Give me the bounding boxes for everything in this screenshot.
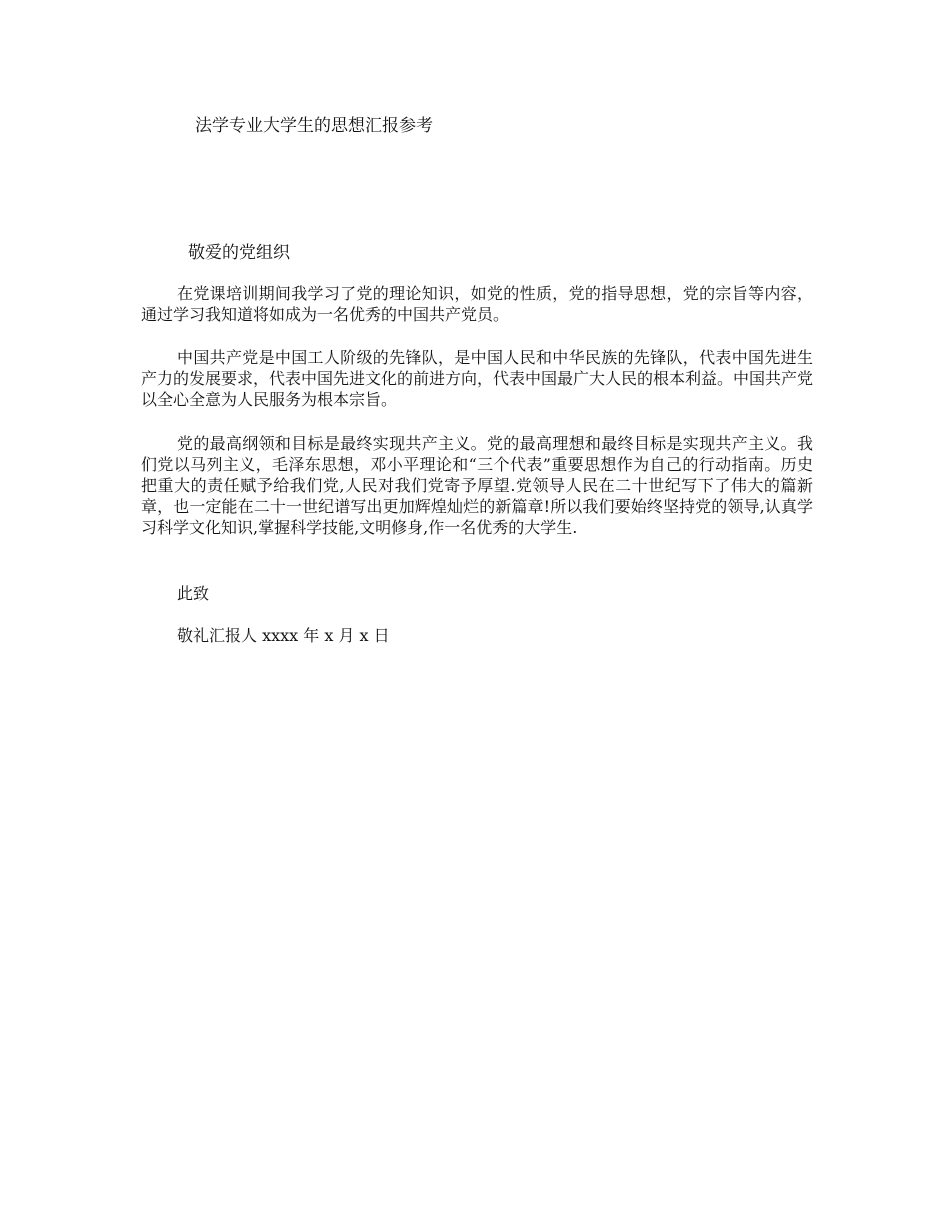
closing-text: 此致 — [177, 584, 210, 603]
signature-line: 敬礼汇报人 xxxx 年 x 月 x 日 — [177, 626, 390, 645]
paragraph-3: 党的最高纲领和目标是最终实现共产主义。党的最高理想和最终目标是实现共产主义。我们党以马列主义，毛泽东思想，邓小平理论和“三个代表”重要思想作为自己的行动指南。历史把重大的责任赋予给我们党,人民对我们党寄予厚望.党领导人民在二十世纪写下了伟大的篇新章，也一定能在二十一世纪谱写出更加辉煌灿烂的新篇章!所以我们要始终坚持党的领导,认真学习科学文化知识,掌握科学技能,文明修身,作一名优秀的大学生. — [141, 434, 813, 537]
salutation: 敬爱的党组织 — [188, 243, 290, 263]
paragraph-1: 在党课培训期间我学习了党的理论知识，如党的性质，党的指导思想，党的宗旨等内容，通过学习我知道将如成为一名优秀的中国共产党员。 — [141, 284, 813, 324]
paragraph-2: 中国共产党是中国工人阶级的先锋队，是中国人民和中华民族的先锋队，代表中国先进生产力的发展要求，代表中国先进文化的前进方向，代表中国最广大人民的根本利益。中国共产党以全心全意为人民服务为根本宗旨。 — [141, 348, 814, 409]
document-title: 法学专业大学生的思想汇报参考 — [195, 116, 433, 136]
